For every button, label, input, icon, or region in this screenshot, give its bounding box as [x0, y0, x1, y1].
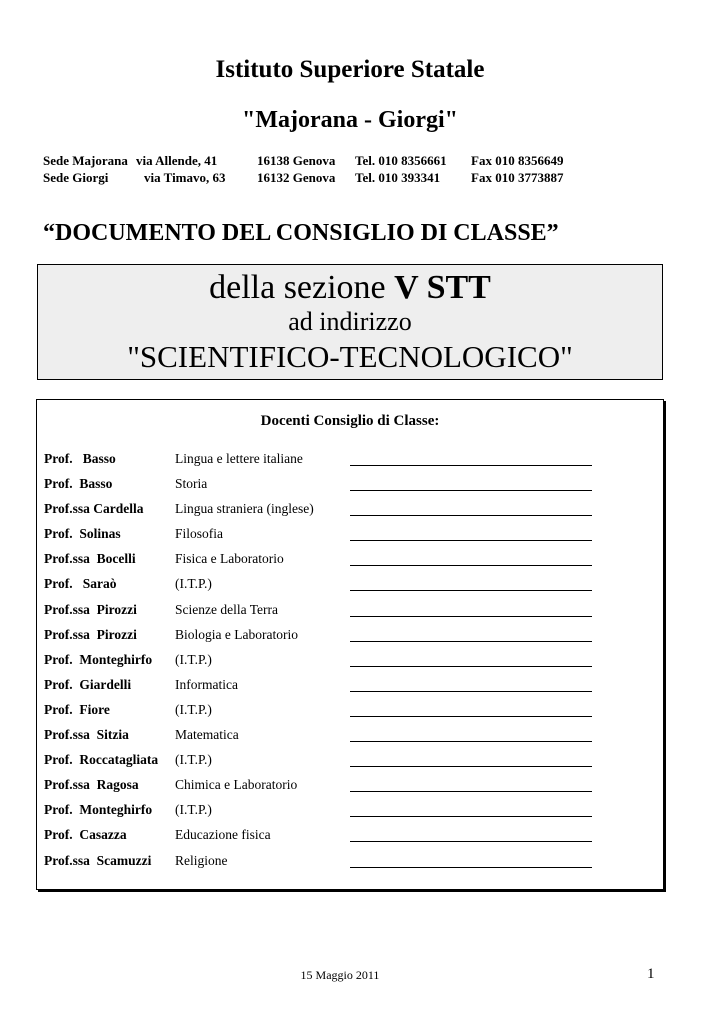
teacher-name: Prof. Monteghirfo: [44, 651, 153, 667]
signature-line[interactable]: [350, 616, 592, 617]
teacher-name: Prof. Basso: [44, 476, 113, 492]
signature-line[interactable]: [350, 841, 592, 842]
document-title: “DOCUMENTO DEL CONSIGLIO DI CLASSE”: [43, 220, 559, 246]
teacher-name: Prof. Giardelli: [44, 676, 132, 692]
teacher-name: Prof.ssa Scamuzzi: [44, 852, 152, 868]
teacher-name: Prof.ssa Cardella: [44, 501, 144, 517]
teacher-subject: (I.T.P.): [175, 802, 212, 818]
teachers-heading: Docenti Consiglio di Classe:: [260, 413, 440, 429]
teacher-name: Prof. Saraò: [44, 576, 117, 592]
signature-line[interactable]: [350, 565, 592, 566]
address-street: via Timavo, 63: [144, 170, 226, 185]
address-city: 16132 Genova: [257, 170, 336, 185]
signature-line[interactable]: [350, 465, 592, 466]
section-box: [37, 264, 663, 380]
signature-line[interactable]: [350, 867, 592, 868]
teacher-name: Prof.ssa Sitzia: [44, 727, 129, 743]
address-city: 16138 Genova: [257, 153, 336, 168]
section-class-name: V STT: [394, 269, 491, 306]
signature-line[interactable]: [350, 490, 592, 491]
teacher-subject: Storia: [175, 476, 208, 492]
teacher-name: Prof.ssa Ragosa: [44, 777, 139, 793]
teacher-row: [37, 451, 663, 476]
teacher-subject: Educazione fisica: [175, 827, 271, 843]
teacher-row: [37, 602, 663, 627]
signature-line[interactable]: [350, 766, 592, 767]
signature-line[interactable]: [350, 666, 592, 667]
address-site: Sede Majorana: [43, 153, 128, 168]
teacher-name: Prof. Casazza: [44, 827, 127, 843]
teacher-row: [37, 576, 663, 601]
teacher-subject: Religione: [175, 852, 228, 868]
signature-line[interactable]: [350, 741, 592, 742]
teacher-subject: (I.T.P.): [175, 576, 212, 592]
teacher-subject: Biologia e Laboratorio: [175, 626, 298, 642]
teacher-row: [37, 752, 663, 777]
teacher-list: [37, 451, 663, 878]
teachers-box: [36, 399, 664, 890]
signature-line[interactable]: [350, 540, 592, 541]
address-fax: Fax 010 3773887: [471, 170, 564, 185]
teacher-subject: Lingua e lettere italiane: [175, 451, 303, 466]
teacher-row: [37, 551, 663, 576]
section-heading: [38, 269, 662, 307]
teacher-row: [37, 526, 663, 551]
teacher-row: [37, 501, 663, 526]
teacher-row: [37, 853, 663, 878]
signature-line[interactable]: [350, 791, 592, 792]
teacher-row: [37, 827, 663, 852]
section-prefix: della sezione: [209, 269, 395, 306]
teacher-name: Prof.ssa Bocelli: [44, 551, 136, 567]
teacher-subject: Chimica e Laboratorio: [175, 777, 298, 793]
signature-line[interactable]: [350, 641, 592, 642]
teacher-row: [37, 802, 663, 827]
teacher-name: Prof. Monteghirfo: [44, 802, 153, 818]
teacher-subject: Fisica e Laboratorio: [175, 551, 284, 567]
address-site: Sede Giorgi: [43, 170, 109, 185]
teacher-name: Prof. Fiore: [44, 701, 110, 717]
signature-line[interactable]: [350, 691, 592, 692]
teacher-name: Prof. Basso: [44, 451, 116, 466]
teacher-subject: Informatica: [175, 676, 238, 692]
address-tel: Tel. 010 393341: [355, 170, 441, 185]
institute-title: Istituto Superiore Statale: [215, 56, 485, 83]
teacher-subject: (I.T.P.): [175, 651, 212, 667]
address-fax: Fax 010 8356649: [471, 153, 564, 168]
teacher-subject: Filosofia: [175, 526, 224, 542]
teacher-name: Prof. Solinas: [44, 526, 121, 542]
teacher-subject: (I.T.P.): [175, 701, 212, 717]
address-street: via Allende, 41: [136, 153, 218, 168]
teacher-row: [37, 727, 663, 752]
teacher-subject: Lingua straniera (inglese): [175, 501, 314, 517]
teacher-subject: (I.T.P.): [175, 752, 212, 768]
teacher-row: [37, 627, 663, 652]
school-name: "Majorana - Giorgi": [242, 107, 458, 133]
teacher-row: [37, 652, 663, 677]
teacher-row: [37, 476, 663, 501]
signature-line[interactable]: [350, 590, 592, 591]
teacher-name: Prof.ssa Pirozzi: [44, 626, 137, 642]
signature-line[interactable]: [350, 515, 592, 516]
teacher-row: [37, 777, 663, 802]
teacher-name: Prof. Roccatagliata: [44, 752, 159, 768]
section-subheading: ad indirizzo: [288, 307, 412, 336]
signature-line[interactable]: [350, 716, 592, 717]
footer-date: 15 Maggio 2011: [300, 968, 380, 982]
teacher-name: Prof.ssa Pirozzi: [44, 601, 137, 617]
section-track: "SCIENTIFICO-TECNOLOGICO": [127, 339, 573, 374]
address-tel: Tel. 010 8356661: [355, 153, 447, 168]
teacher-row: [37, 702, 663, 727]
teacher-subject: Scienze della Terra: [175, 601, 278, 617]
signature-line[interactable]: [350, 816, 592, 817]
page-number: 1: [647, 966, 655, 982]
teacher-row: [37, 677, 663, 702]
teacher-subject: Matematica: [175, 727, 239, 743]
